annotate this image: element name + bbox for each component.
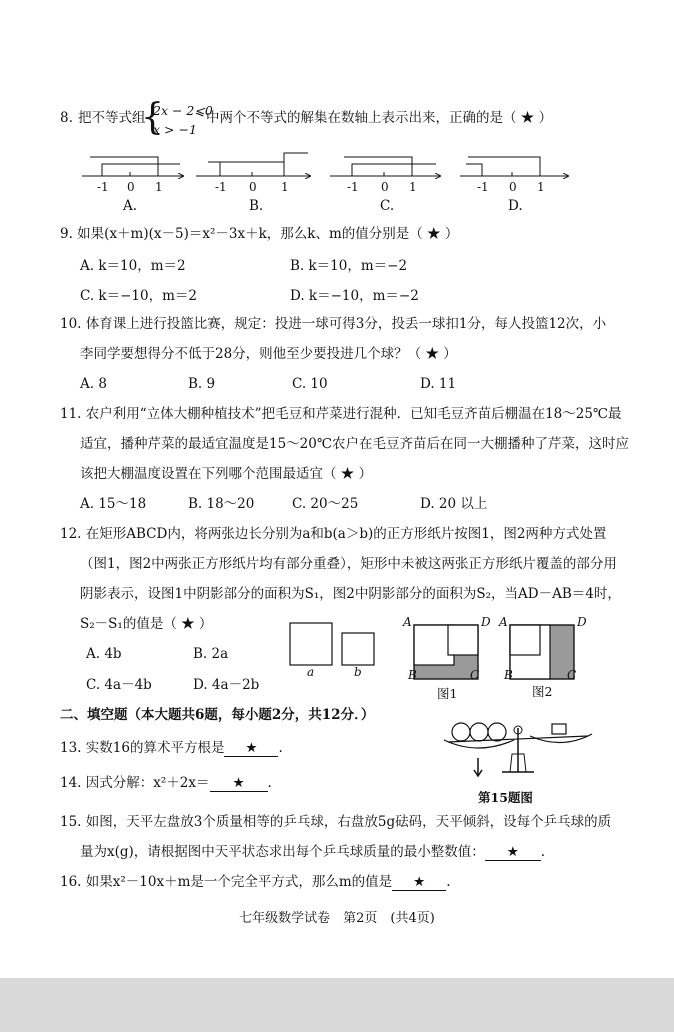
q8-option-c-number-line <box>330 157 440 176</box>
q8-option-c-label: C. <box>380 198 395 214</box>
q14-period: . <box>267 775 272 791</box>
q12-square-b <box>342 633 374 665</box>
q12-option-a: A. 4b <box>86 646 122 662</box>
q10-option-c: C. 10 <box>292 376 328 392</box>
q12-fig2-point-b: B <box>504 668 513 682</box>
q11-stem-line-1: 11. 农户利用“立体大棚种植技术”把毛豆和芹菜进行混种．已知毛豆齐苗后棚温在18～25℃最 <box>60 406 622 422</box>
q15-ball-1 <box>452 723 470 741</box>
q13-text: 13. 实数16的算术平方根是 <box>60 740 225 756</box>
q15-ball-3 <box>488 723 506 741</box>
q12-fig1-point-b: B <box>408 668 417 682</box>
q15-stem-line-2: 量为x(g)，请根据图中天平状态求出每个乒乓球质量的最小整数值： <box>80 844 485 860</box>
q12-fig1-point-d: D <box>481 615 491 629</box>
q12-figure-2 <box>510 625 574 679</box>
q11-option-a: A. 15～18 <box>80 496 147 512</box>
q12-stem-line-2: （图1，图2中两张正方形纸片均有部分重叠），矩形中未被这两张正方形纸片覆盖的部分用 <box>80 556 617 572</box>
q12-fig2-point-a: A <box>499 615 508 629</box>
q9-option-d: D. k＝−10，m＝−2 <box>290 288 419 304</box>
q12-fig2-point-d: D <box>577 615 587 629</box>
q12-figure-1 <box>414 625 478 679</box>
q9-stem: 9. 如果(x＋m)(x－5)＝x²－3x＋k，那么k、m的值分别是（ ★ ） <box>60 226 459 242</box>
q8d-tick-neg1: -1 <box>477 180 489 194</box>
q10-stem-line-2: 李同学要想得分不低于28分，则他至少要投进几个球？（ ★ ） <box>80 346 457 362</box>
q9-option-a: A. k＝10，m＝2 <box>80 258 186 274</box>
q12-option-b: B. 2a <box>193 646 229 662</box>
q8c-tick-neg1: -1 <box>347 180 359 194</box>
q10-option-a: A. 8 <box>80 376 107 392</box>
q8c-tick-1: 1 <box>409 180 417 194</box>
q12-stem-line-4: S₂－S₁的值是（ ★ ） <box>80 616 213 632</box>
q14-answer-blank: ★ <box>210 775 268 792</box>
q9-option-c: C. k＝−10，m＝2 <box>80 288 197 304</box>
q8-option-b-label: B. <box>249 198 264 214</box>
q10-option-b: B. 9 <box>188 376 216 392</box>
q16-answer-blank: ★ <box>392 874 446 891</box>
q8d-tick-0: 0 <box>509 180 517 194</box>
q8a-tick-0: 0 <box>127 180 135 194</box>
q15-weight <box>552 724 566 734</box>
q9-option-b: B. k＝10，m＝−2 <box>290 258 408 274</box>
q11-stem-line-2: 适宜，播种芹菜的最适宜温度是15～20℃农户在毛豆齐苗后在同一大棚播种了芹菜，这时应 <box>80 436 629 452</box>
q8d-tick-1: 1 <box>537 180 545 194</box>
q11-stem-line-3: 该把大棚温度设置在下列哪个范围最适宜（ ★ ） <box>80 466 373 482</box>
q8-option-a-label: A. <box>123 198 138 214</box>
section-2-heading: 二、填空题（本大题共6题，每小题2分，共12分．） <box>60 707 375 723</box>
q12-square-a <box>290 623 332 665</box>
q10-stem-line-1: 10. 体育课上进行投篮比赛，规定：投进一球可得3分，投丢一球扣1分，每人投篮12次，小 <box>60 316 607 332</box>
q12-stem-line-3: 阴影表示，设图1中阴影部分的面积为S₁，图2中阴影部分的面积为S₂，当AD－AB＝4时， <box>80 586 621 602</box>
q8-pre-text: 把不等式组 <box>78 110 146 126</box>
q8-option-d-label: D. <box>508 198 523 214</box>
q8-option-b-number-line <box>196 153 310 176</box>
q8b-tick-0: 0 <box>249 180 257 194</box>
q8a-tick-1: 1 <box>155 180 163 194</box>
q11-option-b: B. 18～20 <box>188 496 255 512</box>
q12-figure-1-caption: 图1 <box>437 686 458 701</box>
page-footer: 七年级数学试卷 第2页 (共4页) <box>239 911 435 926</box>
q8-post-text: 中两个不等式的解集在数轴上表示出来，正确的是（ ★ ） <box>206 110 553 126</box>
q12-stem-line-1: 12. 在矩形ABCD内，将两张边长分别为a和b(a＞b)的正方形纸片按图1，图2两种方式处置 <box>60 526 607 542</box>
q12-label-a: a <box>307 665 315 679</box>
q8-inequality-1: 2x − 2⩽0 <box>153 103 213 118</box>
q15-answer-blank: ★ <box>485 844 541 861</box>
q8b-tick-neg1: -1 <box>215 180 227 194</box>
q12-option-c: C. 4a－4b <box>86 677 152 693</box>
q15-ball-2 <box>470 723 488 741</box>
q13-period: . <box>278 740 283 756</box>
q15-balance-figure <box>0 718 674 808</box>
q8a-tick-neg1: -1 <box>97 180 109 194</box>
q15-period: . <box>540 844 546 860</box>
q15-line-2 <box>80 844 545 861</box>
q8c-tick-0: 0 <box>381 180 389 194</box>
q13-answer-blank: ★ <box>224 740 278 757</box>
q8-brace: { <box>141 97 164 138</box>
q12-label-b: b <box>354 665 362 679</box>
q12-fig1-point-a: A <box>403 615 412 629</box>
q8-option-a-number-line <box>82 157 183 176</box>
q15-figure-caption: 第15题图 <box>478 790 533 805</box>
q8-inequality-2: x > −1 <box>153 122 197 137</box>
q8-option-d-number-line <box>460 157 568 176</box>
q12-fig2-point-c: C <box>567 668 577 682</box>
q14-text: 14. 因式分解：x²＋2x＝ <box>60 775 210 791</box>
q12-figures <box>0 615 674 705</box>
q16-period: . <box>446 874 451 890</box>
q11-option-d: D. 20 以上 <box>420 496 488 512</box>
q8b-tick-1: 1 <box>281 180 289 194</box>
q8-number: 8. <box>60 110 73 126</box>
q16-text: 16. 如果x²－10x＋m是一个完全平方式，那么m的值是 <box>60 874 393 890</box>
q15-stem-line-1: 15. 如图，天平左盘放3个质量相等的乒乓球，右盘放5g砝码，天平倾斜，设每个乒乓球的质 <box>60 814 612 830</box>
q12-figure-2-caption: 图2 <box>532 684 553 699</box>
q12-option-d: D. 4a－2b <box>193 677 260 693</box>
q10-option-d: D. 11 <box>420 376 457 392</box>
q12-fig1-point-c: C <box>470 668 480 682</box>
q16-line <box>60 874 450 891</box>
q11-option-c: C. 20～25 <box>292 496 359 512</box>
